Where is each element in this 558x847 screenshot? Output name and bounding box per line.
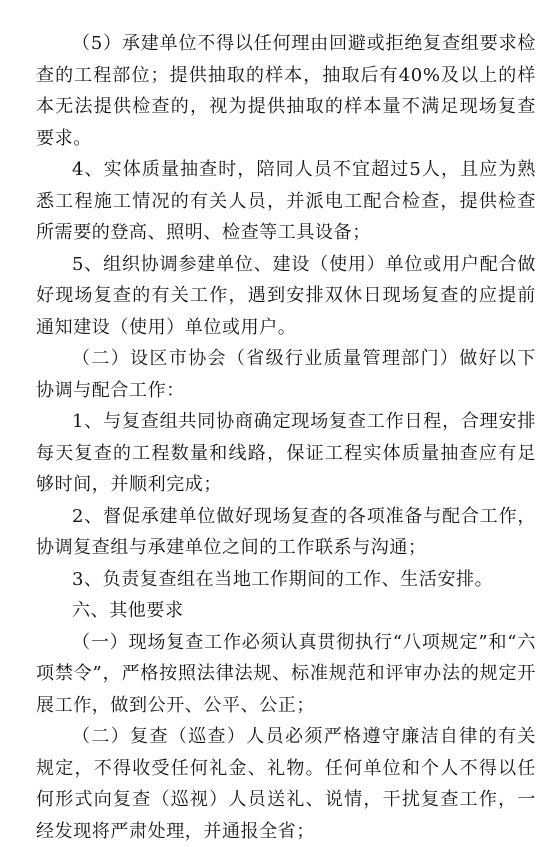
paragraph-4-accompanying-staff: 4、实体质量抽查时，陪同人员不宜超过5人，且应为熟悉工程施工情况的有关人员，并派电工配合检查，提供检查所需要的登高、照明、检查等工具设备； xyxy=(36,159,536,243)
paragraph-5-coordination: 5、组织协调参建单位、建设（使用）单位或用户配合做好现场复查的有关工作，遇到安排双休日现场复查的应提前通知建设（使用）单位或用户。 xyxy=(36,253,536,338)
paragraph-1-schedule: 1、与复查组共同协商确定现场复查工作日程，合理安排每天复查的工程数量和线路，保证工程实体质量抽查应有足够时间，并顺利完成； xyxy=(36,411,536,495)
paragraph-3-logistics: 3、负责复查组在当地工作期间的工作、生活安排。 xyxy=(72,568,494,590)
paragraph-2-integrity: （二）复查（巡查）人员必须严格遵守廉洁自律的有关规定，不得收受任何礼金、礼物。任何单位和个人不得以任何形式向复查（巡视）人员送礼、说情，干扰复查工作，一经发现将严肃处理，并通报全省； xyxy=(36,726,536,842)
section-heading-other-requirements: 六、其他要求 xyxy=(72,600,184,621)
paragraph-5-inspection-access: （5）承建单位不得以任何理由回避或拒绝复查组要求检查的工程部位；提供抽取的样本，抽取后有40%及以上的样本无法提供检查的，视为提供抽取的样本量不满足现场复查要求。 xyxy=(36,33,536,149)
paragraph-1-eight-rules: （一）现场复查工作必须认真贯彻执行“八项规定”和“六项禁令”，严格按照法律法规、标准规范和评审办法的规定开展工作，做到公开、公平、公正； xyxy=(36,631,536,716)
paragraph-2-supervise: 2、督促承建单位做好现场复查的各项准备与配合工作，协调复查组与承建单位之间的工作联系与沟通； xyxy=(36,505,536,558)
document-page xyxy=(36,28,536,847)
paragraph-section-2-city-association: （二）设区市协会（省级行业质量管理部门）做好以下协调与配合工作： xyxy=(36,348,536,401)
